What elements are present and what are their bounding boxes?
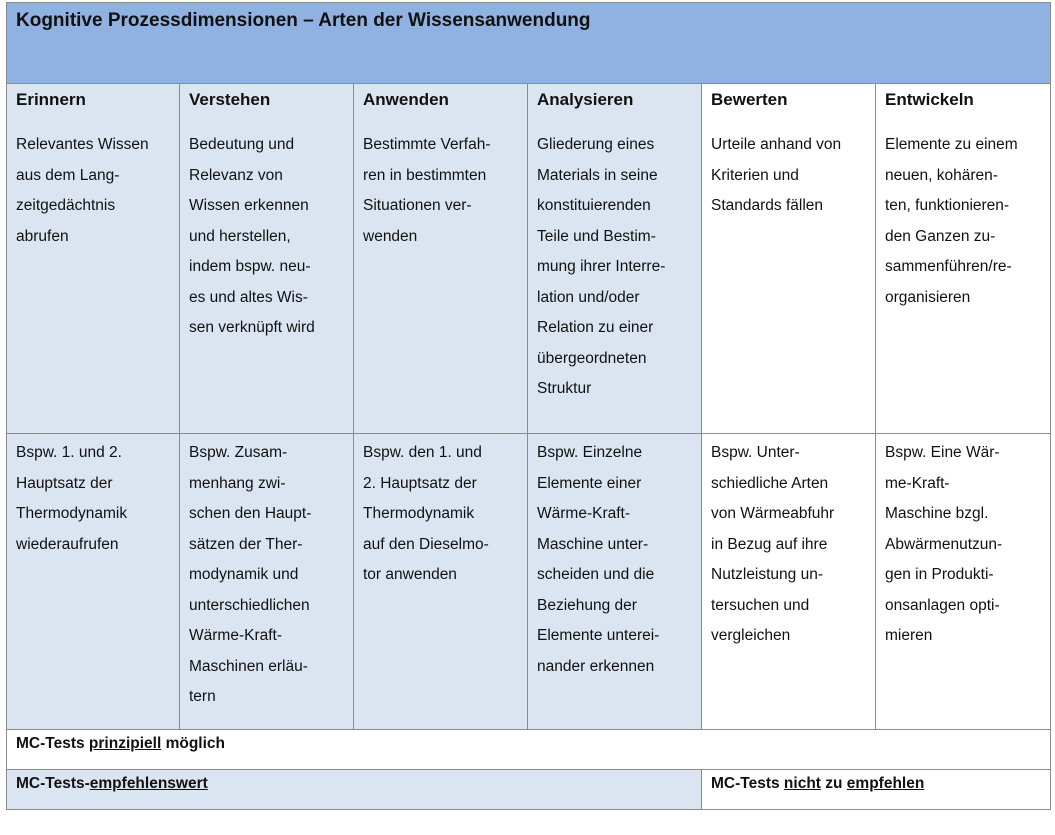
mc-not-recommended-prefix: MC-Tests [711,775,784,792]
column-erinnern [7,84,180,434]
mc-possible-text [16,730,1050,754]
example-cell [876,434,1051,730]
column-description: Bestimmte Verfah- ren in bestimmten Situationen ver- wenden [363,136,491,245]
mc-possible-cell [7,730,1051,770]
mc-possible-prefix: MC-Tests [16,735,89,752]
example-text: Bspw. Unter- schiedliche Arten von Wärmeabfuhr in Bezug auf ihre Nutzleistung un- tersuchen und vergleichen [711,444,835,644]
mc-recommended-text [16,770,701,794]
column-description: Bedeutung und Relevanz von Wissen erkennen und herstellen, indem bspw. neu- es und altes Wis- sen verknüpft wird [189,136,315,336]
example-cell [528,434,702,730]
example-row [7,434,1051,730]
example-text: Bspw. Zusam- menhang zwi- schen den Haupt- sätzen der Ther- modynamik und unterschiedlichen Wärme-Kraft- Maschinen erläu- tern [189,444,312,705]
column-analysieren [528,84,702,434]
column-description: Urteile anhand von Kriterien und Standards fällen [711,136,842,214]
description-row [7,84,1051,434]
mc-possible-row [7,730,1051,770]
column-description: Relevantes Wissen aus dem Lang- zeitgedächtnis abrufen [16,136,149,245]
column-verstehen [180,84,354,434]
mc-recommended-emphasis: empfehlenswert [89,775,208,792]
mc-recommended-prefix: MC-Tests- [16,775,90,792]
example-cell [7,434,180,730]
table-title: Kognitive Prozessdimensionen – Arten der Wissensanwendung [16,10,591,31]
mc-possible-suffix: möglich [161,735,225,752]
cognitive-process-table [6,2,1051,810]
column-bewerten [702,84,876,434]
mc-recommended-cell [7,770,702,810]
example-text: Bspw. den 1. und 2. Hauptsatz der Thermodynamik auf den Dieselmo- tor anwenden [363,444,489,583]
column-heading: Bewerten [711,90,788,109]
mc-not-recommended-cell [702,770,1051,810]
mc-not-emphasis: nicht [783,775,821,792]
mc-recommend-emphasis: empfehlen [846,775,925,792]
column-heading: Erinnern [16,90,86,109]
column-heading: Anwenden [363,90,449,109]
column-anwenden [354,84,528,434]
column-description: Gliederung eines Materials in seine konstituierenden Teile und Bestim- mung ihrer Interre- lation und/oder Relation zu einer übergeordneten Struktur [537,136,666,397]
example-text: Bspw. Eine Wär- me-Kraft- Maschine bzgl. Abwärmenutzun- gen in Produkti- onsanlagen opti- mieren [885,444,1003,644]
mc-possible-emphasis: prinzipiell [88,735,162,752]
example-cell [702,434,876,730]
column-description: Elemente zu einem neuen, kohären- ten, funktionieren- den Ganzen zu- sammenführen/re- organisieren [885,136,1018,306]
mc-not-recommended-middle: zu [820,775,847,792]
mc-recommendation-row [7,770,1051,810]
column-heading: Entwickeln [885,90,974,109]
example-cell [354,434,528,730]
example-cell [180,434,354,730]
example-text: Bspw. 1. und 2. Hauptsatz der Thermodynamik wiederaufrufen [16,444,128,553]
column-heading: Analysieren [537,90,634,109]
column-heading: Verstehen [189,90,271,109]
mc-not-recommended-text [711,770,1050,794]
column-entwickeln [876,84,1051,434]
example-text: Bspw. Einzelne Elemente einer Wärme-Kraft- Maschine unter- scheiden und die Beziehung der Elemente unterei- nander erkennen [537,444,660,675]
table-title-cell [7,3,1051,84]
